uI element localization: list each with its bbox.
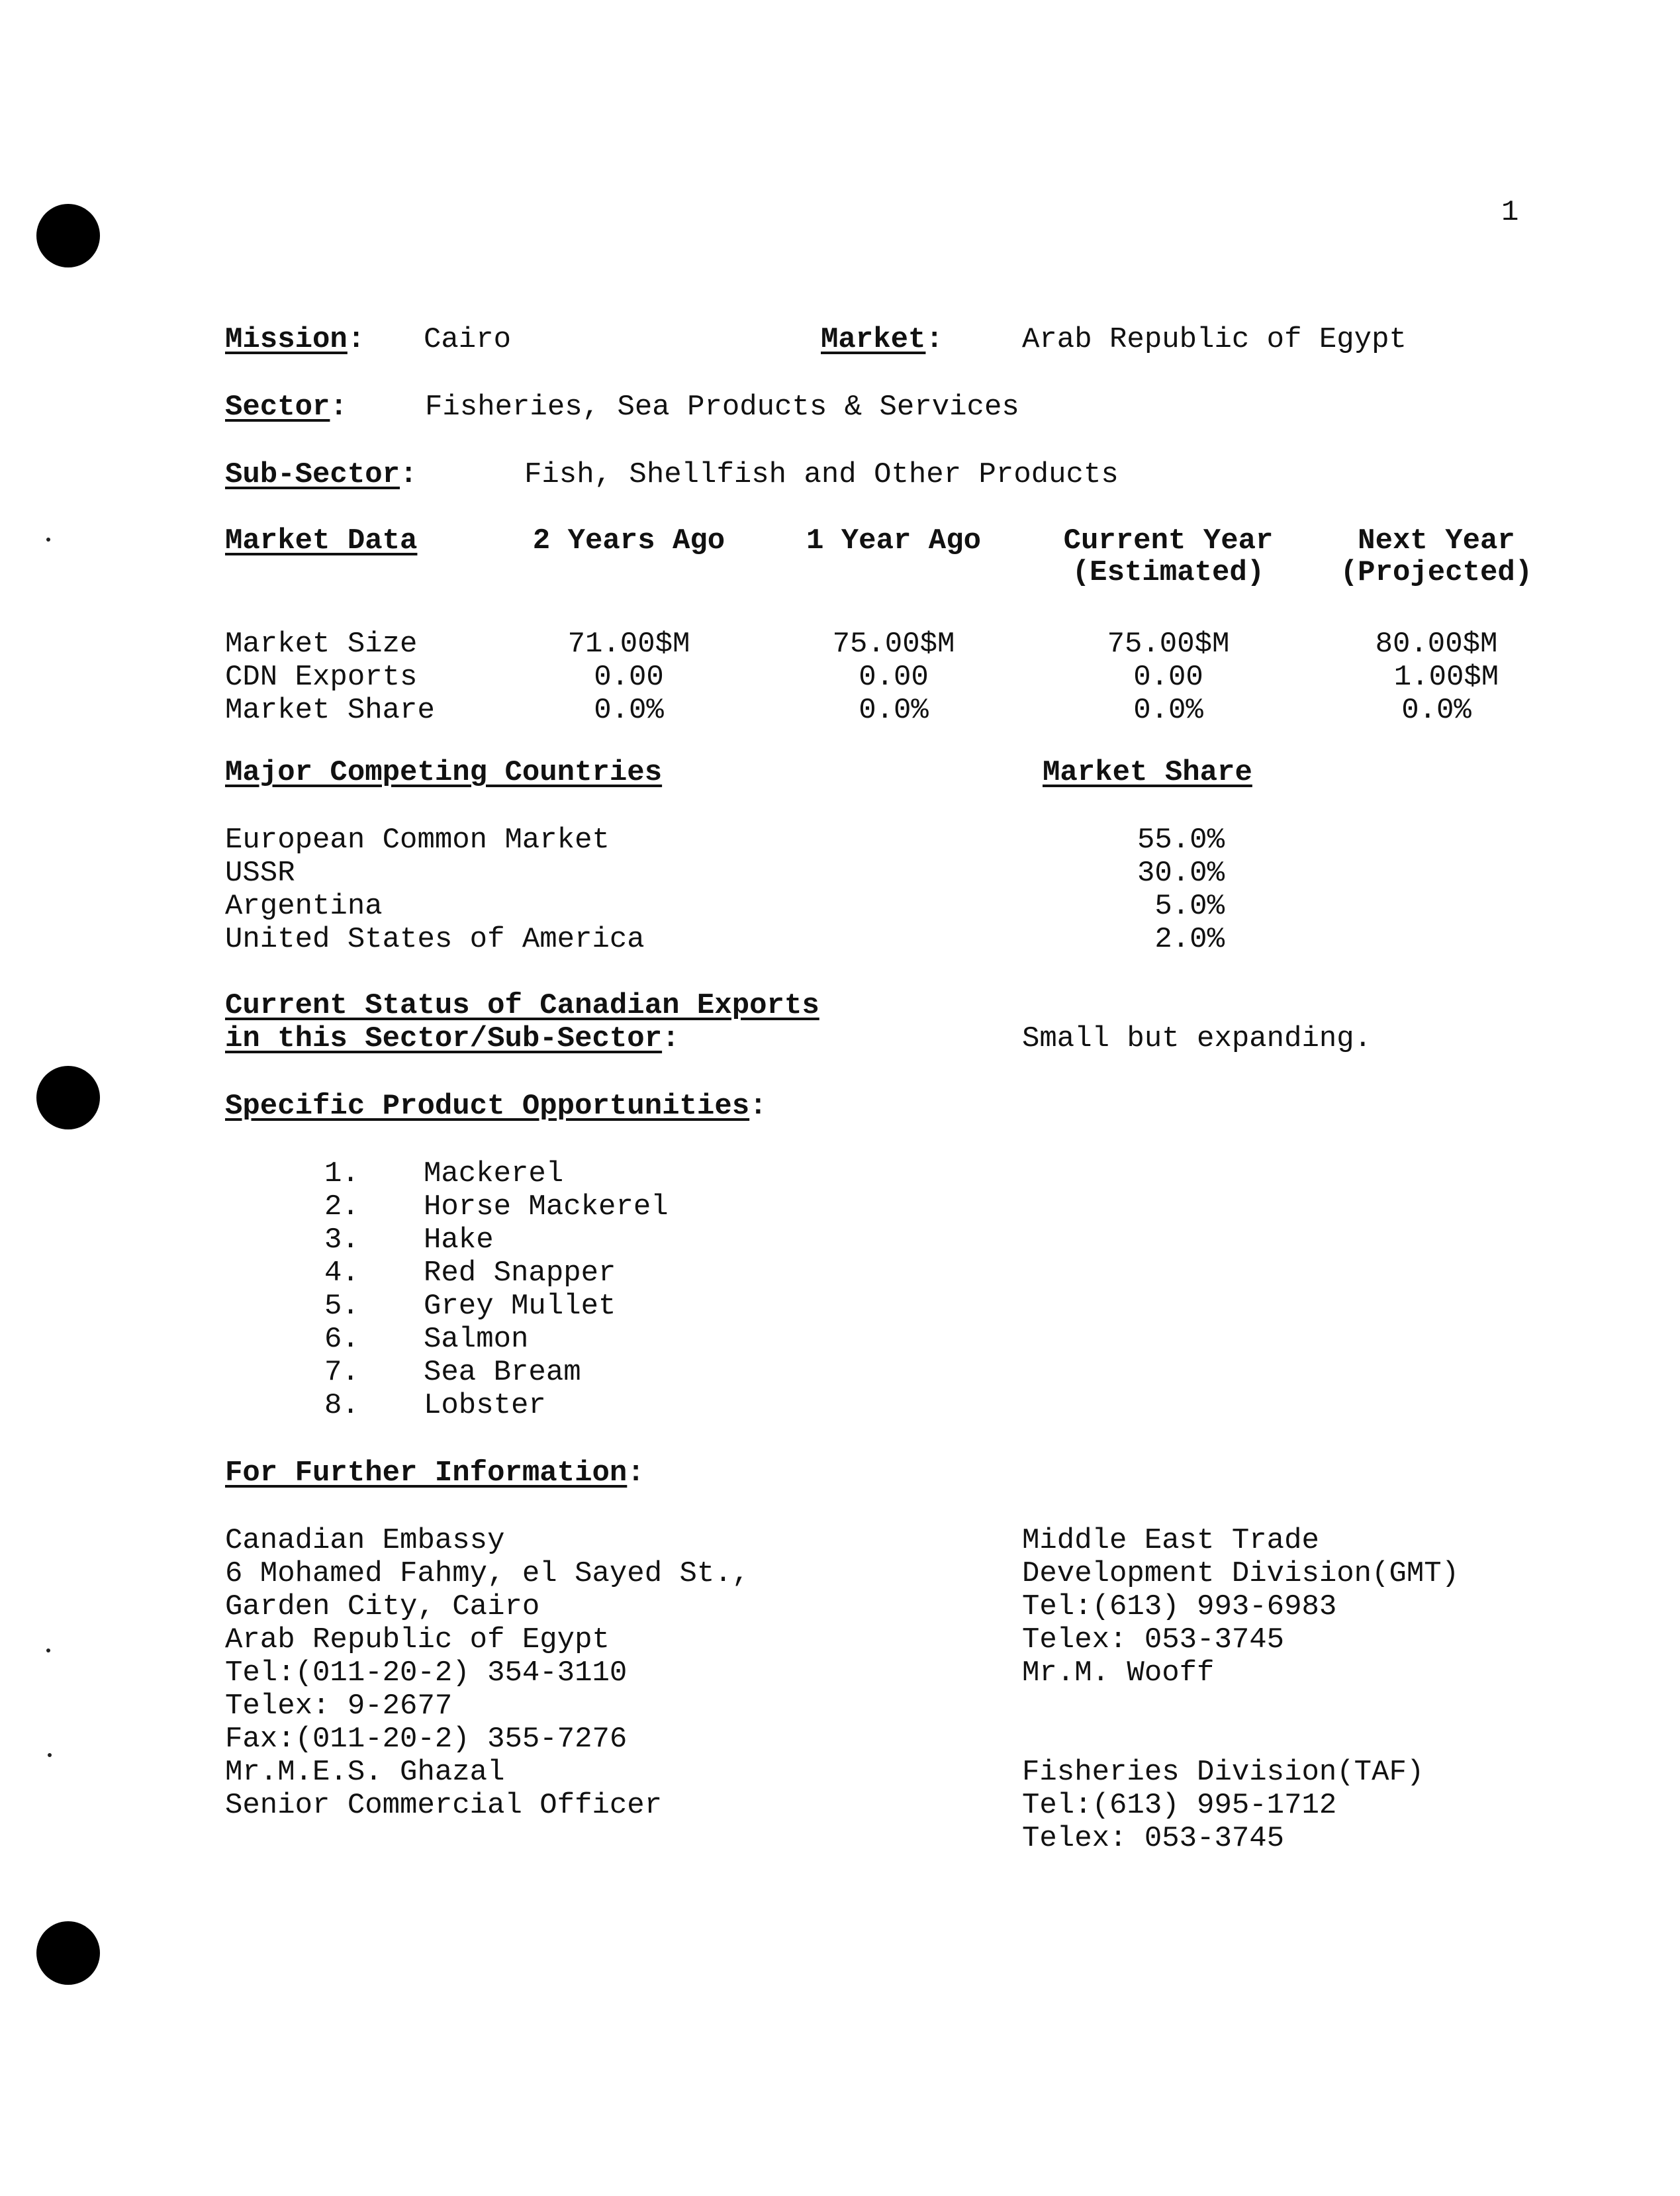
opportunities-heading-row: Specific Product Opportunities: xyxy=(225,1090,767,1123)
market-data-heading: Market Data xyxy=(225,524,418,557)
market-data-col-subheader: (Estimated) xyxy=(1072,556,1265,589)
contact-line: Mr.M.E.S. Ghazal xyxy=(225,1756,505,1789)
contact-line: Fax:(011-20-2) 355-7276 xyxy=(225,1723,628,1756)
scan-speck xyxy=(46,1648,50,1652)
contact-line: 6 Mohamed Fahmy, el Sayed St., xyxy=(225,1557,750,1590)
scan-speck xyxy=(46,538,50,542)
competitor-share: 5.0% xyxy=(1154,890,1225,923)
competitors-share-heading: Market Share xyxy=(1043,756,1252,789)
page-number: 1 xyxy=(1501,196,1519,229)
table-cell: 75.00$M xyxy=(832,628,955,661)
market-row: Market: xyxy=(821,323,943,356)
competitor-country: United States of America xyxy=(225,923,645,956)
market-data-col-header: Next Year xyxy=(1358,524,1515,557)
table-cell: 0.00 xyxy=(859,661,929,694)
list-item-number: 8. xyxy=(324,1389,359,1422)
contact-line: Telex: 9-2677 xyxy=(225,1690,453,1723)
status-heading-line2-row: in this Sector/Sub-Sector: xyxy=(225,1022,680,1055)
sector-row: Sector: xyxy=(225,391,348,424)
contact-line: Development Division(GMT) xyxy=(1022,1557,1460,1590)
mission-label: Mission xyxy=(225,323,348,356)
further-info-heading-row: For Further Information: xyxy=(225,1456,645,1490)
contact-line: Tel:(011-20-2) 354-3110 xyxy=(225,1656,628,1690)
punch-hole-top xyxy=(36,204,100,267)
sector-label: Sector xyxy=(225,391,330,424)
contact-line: Garden City, Cairo xyxy=(225,1590,540,1623)
market-data-col-header: Current Year xyxy=(1063,524,1274,557)
competitor-country: Argentina xyxy=(225,890,383,923)
subsector-row: Sub-Sector: xyxy=(225,458,418,491)
competitor-country: USSR xyxy=(225,857,295,890)
table-cell: 0.00 xyxy=(594,661,664,694)
scan-speck xyxy=(48,1753,52,1757)
table-cell: 71.00$M xyxy=(567,628,690,661)
list-item-number: 3. xyxy=(324,1223,359,1257)
competitor-share: 30.0% xyxy=(1137,857,1225,890)
contact-line: Tel:(613) 993-6983 xyxy=(1022,1590,1337,1623)
list-item-number: 1. xyxy=(324,1157,359,1190)
mission-row: Mission: xyxy=(225,323,365,356)
punch-hole-middle xyxy=(36,1066,100,1129)
contact-line: Middle East Trade xyxy=(1022,1524,1319,1557)
list-item: Horse Mackerel xyxy=(424,1190,669,1223)
market-data-col-header: 2 Years Ago xyxy=(532,524,725,557)
table-cell: 80.00$M xyxy=(1375,628,1498,661)
list-item-number: 4. xyxy=(324,1257,359,1290)
list-item: Grey Mullet xyxy=(424,1290,616,1323)
list-item-number: 7. xyxy=(324,1356,359,1389)
contact-line: Mr.M. Wooff xyxy=(1022,1656,1215,1690)
mission-value: Cairo xyxy=(424,323,512,356)
contact-line: Senior Commercial Officer xyxy=(225,1789,663,1822)
competitor-share: 2.0% xyxy=(1154,923,1225,956)
table-row-label: Market Share xyxy=(225,694,435,727)
list-item-number: 2. xyxy=(324,1190,359,1223)
competitor-share: 55.0% xyxy=(1137,824,1225,857)
table-cell: 0.0% xyxy=(859,694,929,727)
contact-line: Arab Republic of Egypt xyxy=(225,1623,610,1656)
contact-line: Telex: 053-3745 xyxy=(1022,1822,1285,1855)
further-info-heading: For Further Information xyxy=(225,1456,628,1490)
status-heading-line2: in this Sector/Sub-Sector xyxy=(225,1022,663,1055)
contact-line: Canadian Embassy xyxy=(225,1524,505,1557)
table-cell: 0.0% xyxy=(1133,694,1203,727)
list-item: Sea Bream xyxy=(424,1356,581,1389)
list-item: Lobster xyxy=(424,1389,546,1422)
table-row-label: Market Size xyxy=(225,628,418,661)
table-cell: 0.0% xyxy=(1401,694,1471,727)
list-item: Salmon xyxy=(424,1323,529,1356)
competitor-country: European Common Market xyxy=(225,824,610,857)
opportunities-heading: Specific Product Opportunities xyxy=(225,1090,750,1123)
status-heading-line1: Current Status of Canadian Exports xyxy=(225,989,819,1022)
market-label: Market xyxy=(821,323,926,356)
table-cell: 1.00$M xyxy=(1393,661,1499,694)
list-item: Hake xyxy=(424,1223,494,1257)
market-data-col-header: 1 Year Ago xyxy=(806,524,982,557)
table-cell: 75.00$M xyxy=(1107,628,1230,661)
sector-value: Fisheries, Sea Products & Services xyxy=(425,391,1019,424)
list-item-number: 6. xyxy=(324,1323,359,1356)
competitors-heading: Major Competing Countries xyxy=(225,756,663,789)
subsector-label: Sub-Sector xyxy=(225,458,400,491)
status-value: Small but expanding. xyxy=(1022,1022,1372,1055)
contact-line: Telex: 053-3745 xyxy=(1022,1623,1285,1656)
contact-line: Tel:(613) 995-1712 xyxy=(1022,1789,1337,1822)
contact-line: Fisheries Division(TAF) xyxy=(1022,1756,1424,1789)
table-cell: 0.00 xyxy=(1133,661,1203,694)
subsector-value: Fish, Shellfish and Other Products xyxy=(524,458,1119,491)
table-row-label: CDN Exports xyxy=(225,661,418,694)
punch-hole-bottom xyxy=(36,1921,100,1985)
table-cell: 0.0% xyxy=(594,694,664,727)
list-item-number: 5. xyxy=(324,1290,359,1323)
market-value: Arab Republic of Egypt xyxy=(1022,323,1407,356)
market-data-col-subheader: (Projected) xyxy=(1340,556,1533,589)
list-item: Red Snapper xyxy=(424,1257,616,1290)
list-item: Mackerel xyxy=(424,1157,564,1190)
